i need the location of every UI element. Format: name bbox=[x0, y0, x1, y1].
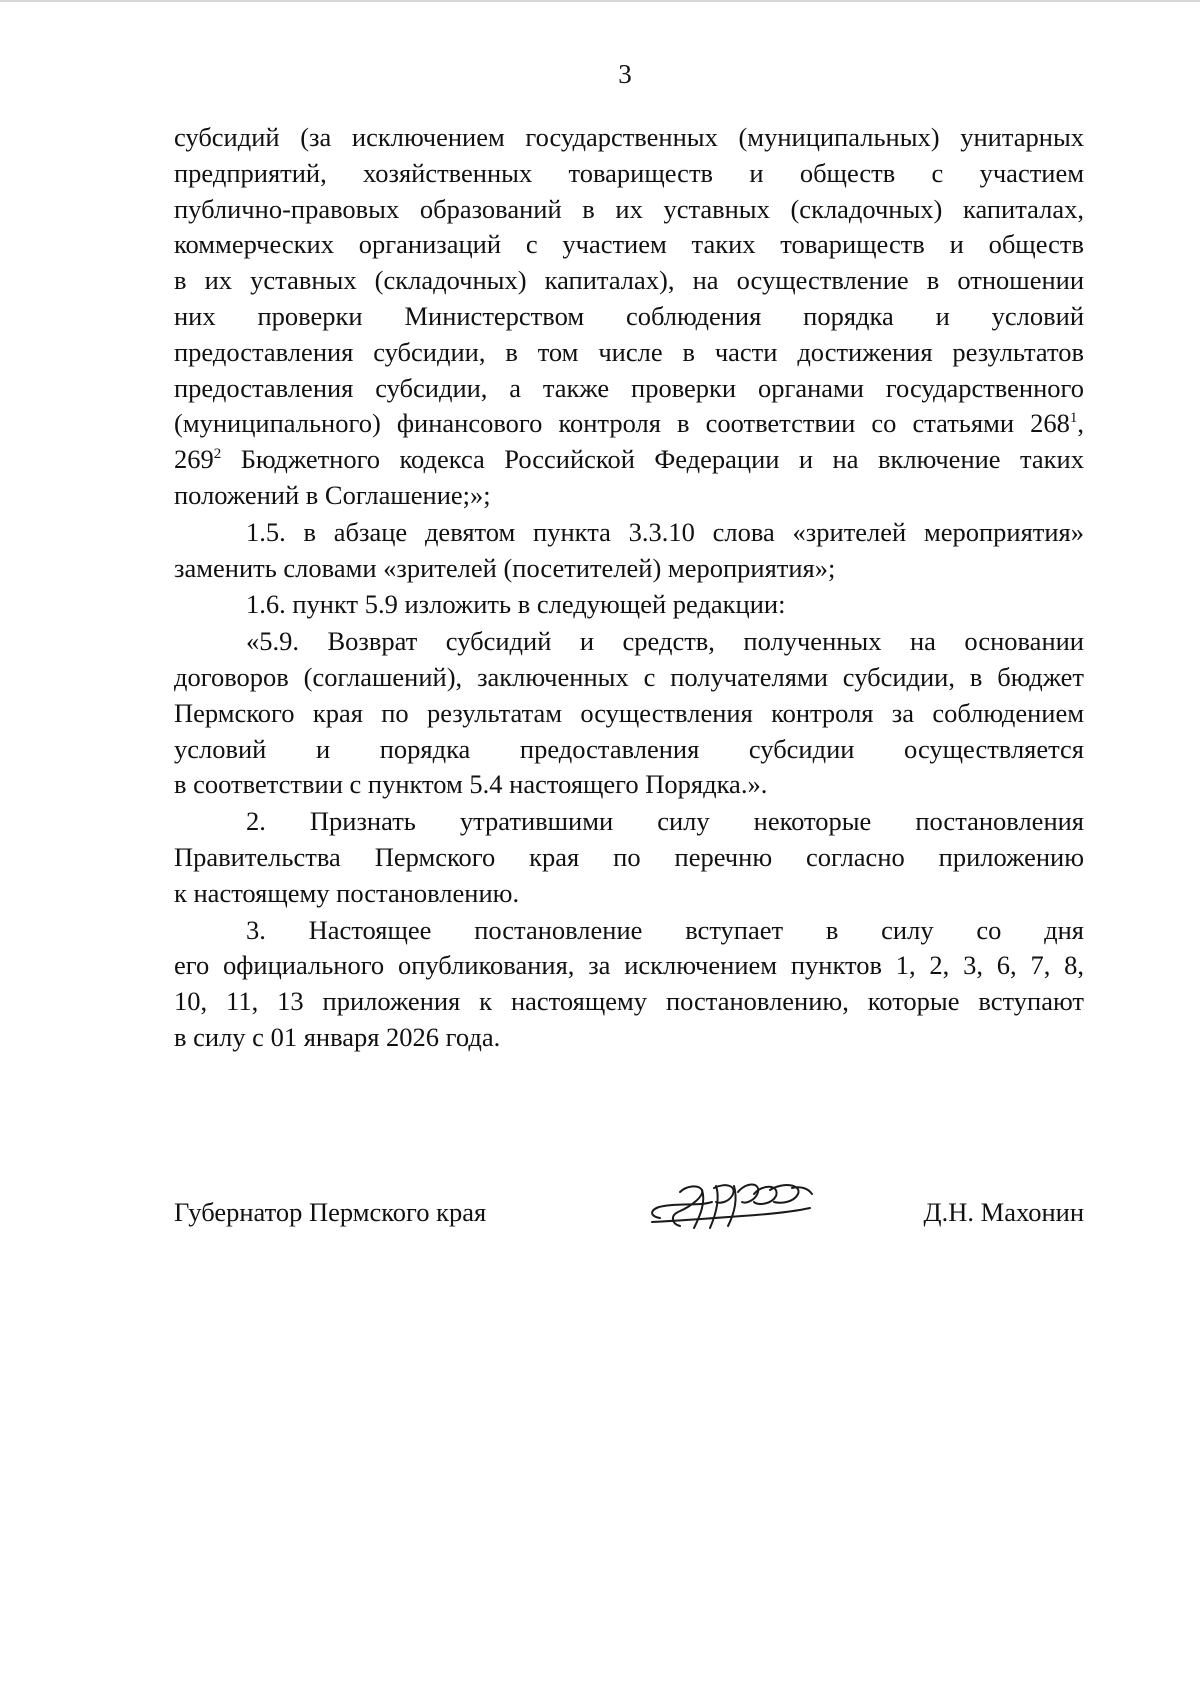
text-line: Правительства Пермского края по перечню согласно приложению bbox=[174, 841, 1084, 872]
text-line: публично-правовых образований в их уставных (складочных) капиталах, bbox=[174, 193, 1084, 224]
text-line: них проверки Министерством соблюдения порядка и условий bbox=[174, 300, 1084, 331]
scan-edge bbox=[0, 0, 1200, 2]
text-line: в соответствии с пунктом 5.4 настоящего Порядка.». bbox=[174, 769, 768, 800]
signatory-name: Д.Н. Махонин bbox=[923, 1197, 1084, 1227]
superscript-marker: 2 bbox=[213, 446, 222, 463]
paragraph-item-2 bbox=[174, 804, 1084, 911]
signatory-position: Губернатор Пермского края bbox=[174, 1197, 487, 1227]
text-line: в их уставных (складочных) капиталах), на осуществление в отношении bbox=[174, 265, 1084, 296]
text-line: 1.6. пункт 5.9 изложить в следующей редакции: bbox=[246, 589, 786, 620]
paragraph-item-3 bbox=[174, 913, 1084, 1056]
text-line: «5.9. Возврат субсидий и средств, полученных на основании bbox=[246, 626, 1084, 657]
paragraph-item-1-5 bbox=[174, 515, 1084, 587]
text-fragment: (муниципального) финансового контроля в соответствии со статьями 268 bbox=[174, 408, 1070, 439]
text-fragment: Бюджетного кодекса Российской Федерации и на включение таких bbox=[221, 444, 1084, 475]
text-line: 2. Признать утратившими силу некоторые постановления bbox=[246, 806, 1084, 837]
paragraph-item-1-6 bbox=[174, 587, 1084, 623]
text-line: субсидий (за исключением государственных (муниципальных) унитарных bbox=[174, 122, 1084, 152]
text-line: договоров (соглашений), заключенных с получателями субсидии, в бюджет bbox=[174, 661, 1084, 692]
page-number: 3 bbox=[618, 59, 632, 89]
paragraph-clause-5-9 bbox=[174, 624, 1084, 803]
paragraph-subsidy-exclusions bbox=[174, 120, 1084, 514]
text-line: положений в Соглашение;»; bbox=[174, 479, 491, 510]
signature-block bbox=[174, 1194, 1084, 1234]
text-line: 10, 11, 13 приложения к настоящему постановлению, которые вступают bbox=[174, 986, 1084, 1017]
text-line: предоставления субсидии, в том числе в части достижения результатов bbox=[174, 336, 1084, 367]
text-line: коммерческих организаций с участием таких товариществ и обществ bbox=[174, 229, 1084, 260]
document-body bbox=[174, 120, 1084, 1057]
text-line-with-footnote bbox=[174, 406, 1084, 442]
text-line-with-footnote bbox=[174, 442, 1084, 478]
text-line: заменить словами «зрителей (посетителей) мероприятия»; bbox=[174, 552, 836, 583]
text-fragment: 269 bbox=[174, 444, 214, 475]
text-line: условий и порядка предоставления субсидии осуществляется bbox=[174, 733, 1084, 764]
text-line: 3. Настоящее постановление вступает в силу со дня bbox=[246, 914, 1084, 945]
text-line: предоставления субсидии, а также проверки органами государственного bbox=[174, 372, 1084, 403]
text-line: Пермского края по результатам осуществления контроля за соблюдением bbox=[174, 697, 1084, 728]
text-line: предприятий, хозяйственных товариществ и обществ с участием bbox=[174, 157, 1084, 188]
text-line: 1.5. в абзаце девятом пункта 3.3.10 слова «зрителей мероприятия» bbox=[246, 516, 1084, 547]
text-fragment: , bbox=[1077, 408, 1084, 439]
text-line: к настоящему постановлению. bbox=[174, 877, 520, 908]
handwritten-signature bbox=[642, 1172, 817, 1242]
text-line: в силу с 01 января 2026 года. bbox=[174, 1021, 501, 1052]
superscript-marker: 1 bbox=[1069, 410, 1078, 427]
text-line: его официального опубликования, за исключением пунктов 1, 2, 3, 6, 7, 8, bbox=[174, 950, 1084, 981]
